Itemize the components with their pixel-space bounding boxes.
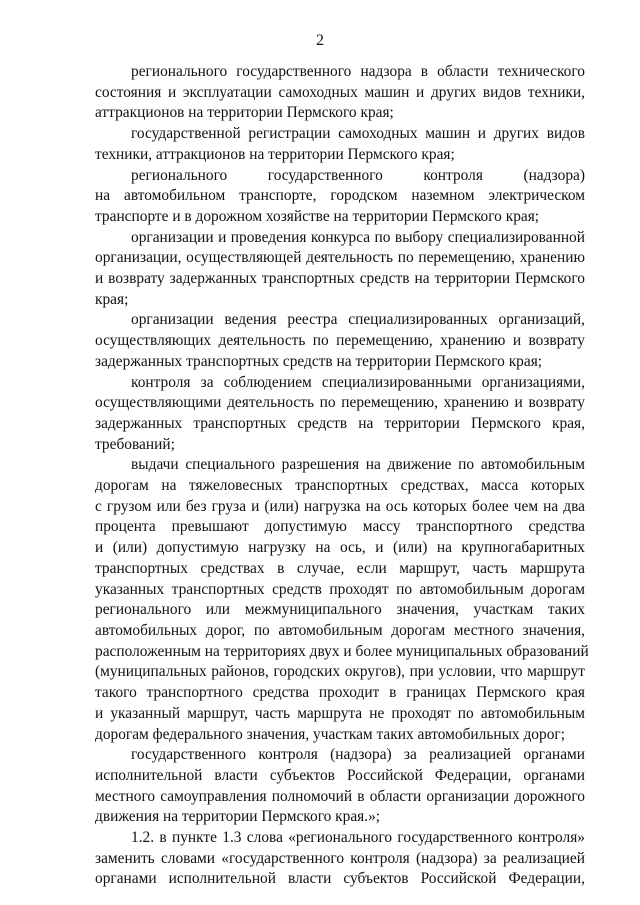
page-number: 2 [316, 32, 324, 49]
text-line: задержанных транспортных средств на территории Пермского края, [95, 414, 585, 432]
text-line: края; [95, 290, 129, 308]
text-line: государственной регистрации самоходных машин и других видов [131, 125, 585, 143]
paragraph [95, 124, 585, 165]
text-line: заменить словами «государственного контроля (надзора) за реализацией [95, 849, 585, 867]
text-line: расположенным на территориях двух и более муниципальных образований [95, 642, 589, 660]
text-line: требований; [95, 435, 175, 453]
paragraph [95, 310, 585, 372]
text-line: регионального или межмуниципального значения, участкам таких [95, 601, 585, 619]
text-line: органами исполнительной власти субъектов Российской Федерации, [95, 870, 585, 888]
text-line: организации, осуществляющей деятельность по перемещению, хранению [95, 249, 585, 267]
paragraph [95, 373, 585, 456]
text-line: процента превышают допустимую массу транспортного средства [95, 518, 585, 536]
text-line: состояния и эксплуатации самоходных машин и других видов техники, [95, 83, 585, 101]
text-line: регионального государственного надзора в области технического [131, 63, 585, 80]
text-line: движения на территории Пермского края.»; [95, 808, 381, 826]
text-line: дорогам федерального значения, участкам таких автомобильных дорог; [95, 725, 565, 743]
text-line: и указанный маршрут, часть маршрута не проходят по автомобильным [95, 704, 585, 722]
text-line: выдачи специального разрешения на движение по автомобильным [131, 456, 585, 474]
text-line: на автомобильном транспорте, городском наземном электрическом [95, 187, 585, 205]
text-line: (муниципальных районов, городских округов), при условии, что маршрут [95, 663, 585, 681]
text-line: аттракционов на территории Пермского края; [95, 104, 394, 122]
text-line: дорогам на тяжеловесных транспортных средствах, масса которых [95, 477, 585, 495]
text-line: такого транспортного средства проходит в границах Пермского края [95, 684, 585, 702]
paragraph [95, 455, 589, 745]
text-line: автомобильных дорог, по автомобильным дорогам местного значения, [95, 621, 585, 639]
text-line: 1.2. в пункте 1.3 слова «регионального государственного контроля» [131, 829, 585, 847]
text-line: техники, аттракционов на территории Пермского края; [95, 145, 455, 163]
text-line: организации и проведения конкурса по выбору специализированной [131, 228, 585, 246]
paragraph [95, 828, 585, 890]
text-line: транспортных средствах в случае, если маршрут, часть маршрута [95, 559, 585, 577]
text-line: осуществляющими деятельность по перемещению, хранению и возврату [95, 394, 585, 412]
text-line: задержанных транспортных средств на территории Пермского края; [95, 352, 543, 370]
text-line: организации ведения реестра специализированных организаций, [131, 311, 585, 329]
paragraph [95, 745, 585, 828]
text-line: и (или) допустимую нагрузку на ось, и (или) на крупногабаритных [95, 539, 585, 557]
document-body [95, 62, 589, 890]
text-line: с грузом или без груза и (или) нагрузка на ось которых более чем на два [95, 497, 585, 515]
text-line: транспорте и в дорожном хозяйстве на территории Пермского края; [95, 207, 540, 225]
paragraph [95, 62, 585, 124]
paragraph [95, 166, 585, 228]
text-line: указанных транспортных средств проходят по автомобильным дорогам [95, 580, 585, 598]
paragraph [95, 228, 585, 311]
text-line: осуществляющих деятельность по перемещению, хранению и возврату [95, 332, 585, 350]
text-line: местного самоуправления полномочий в области организации дорожного [95, 787, 585, 805]
text-line: регионального государственного контроля (надзора) [131, 166, 585, 184]
text-line: и возврату задержанных транспортных средств на территории Пермского [95, 270, 585, 288]
text-line: государственного контроля (надзора) за реализацией органами [131, 746, 585, 764]
text-line: контроля за соблюдением специализированными организациями, [131, 373, 585, 391]
text-line: исполнительной власти субъектов Российской Федерации, органами [95, 766, 585, 784]
